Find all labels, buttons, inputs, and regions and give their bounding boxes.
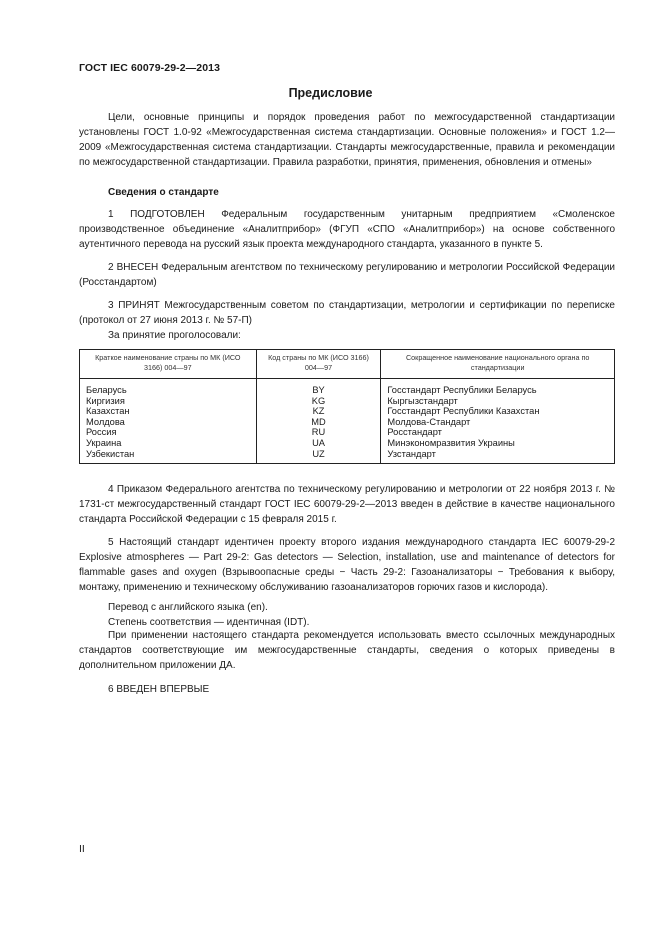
table-row [80,427,615,438]
section-heading: Сведения о стандарте [108,187,219,198]
table-row [80,396,615,407]
code-cell: RU [256,427,381,438]
body-cell: Молдова-Стандарт [381,417,615,428]
translation-note: Перевод с английского языка (en). [108,602,268,613]
code-cell: UZ [256,449,381,464]
item-6-paragraph: 6 ВВЕДЕН ВПЕРВЫЕ [108,684,210,695]
code-cell: UA [256,438,381,449]
references-note: При применении настоящего стандарта рекомендуется использовать вместо ссылочных международных стандартов соответствующие им межгосударственные стандарты, сведения о которых приведены в дополнительном приложении ДА. [79,630,615,671]
code-cell: MD [256,417,381,428]
col-header-code: Код страны по МК (ИСО 3166) 004—97 [256,350,381,379]
intro-paragraph: Цели, основные принципы и порядок проведения работ по межгосударственной стандартизации установлены ГОСТ 1.0-92 «Межгосударственная система стандартизации. Основные положения» и ГОСТ 1.2—2009 «Межгосударственная система стандартизации. Стандарты межгосударственные, правила и рекомендации по межгосударственной стандартизации. Правила разработки, принятия, применения, обновления и отмены» [79,112,615,168]
table-row [80,449,615,464]
table-row [80,438,615,449]
country-cell: Россия [80,427,257,438]
conformity-degree: Степень соответствия — идентичная (IDT). [108,617,310,628]
body-cell: Кыргызстандарт [381,396,615,407]
voting-countries-table [79,349,615,464]
code-cell: KG [256,396,381,407]
body-cell: Росстандарт [381,427,615,438]
item-4-paragraph: 4 Приказом Федерального агентства по техническому регулированию и метрологии от 22 ноября 2013 г. № 1731-ст межгосударственный стандарт ГОСТ IEC 60079-29-2—2013 введен в действие в качестве национального стандарта Российской Федерации с 15 февраля 2015 г. [79,484,615,525]
table-header-row [80,350,615,379]
table-row [80,406,615,417]
country-cell: Киргизия [80,396,257,407]
country-cell: Беларусь [80,379,257,396]
body-cell: Минэкономразвития Украины [381,438,615,449]
table-row [80,379,615,396]
col-header-country: Краткое наименование страны по МК (ИСО 3166) 004—97 [80,350,257,379]
item-2-paragraph: 2 ВНЕСЕН Федеральным агентством по техническому регулированию и метрологии Российской Федерации (Росстандартом) [79,262,615,288]
body-cell: Госстандарт Республики Казахстан [381,406,615,417]
country-cell: Узбекистан [80,449,257,464]
country-cell: Казахстан [80,406,257,417]
item-5-paragraph: 5 Настоящий стандарт идентичен проекту второго издания международного стандарта IEC 60079-29-2 Explosive atmospheres — Part 29-2: Gas detectors — Selection, installation, use and maintenance of detectors for flammable gases and oxygen (Взрывоопасные среды − Часть 29-2: Газоанализаторы − Требования к выбору, монтажу, применению и техническому обслуживанию газоанализаторов горючих газов и кислорода). [79,537,615,593]
table-row [80,417,615,428]
body-cell: Госстандарт Республики Беларусь [381,379,615,396]
body-cell: Узстандарт [381,449,615,464]
item-3-paragraph: 3 ПРИНЯТ Межгосударственным советом по стандартизации, метрологии и сертификации по переписке (протокол от 27 июня 2013 г. № 57-П) [79,300,615,326]
page-title: Предисловие [288,86,373,100]
code-cell: KZ [256,406,381,417]
col-header-body: Сокращенное наименование национального органа по стандартизации [381,350,615,379]
page-number: II [79,843,85,855]
country-cell: Украина [80,438,257,449]
code-cell: BY [256,379,381,396]
country-cell: Молдова [80,417,257,428]
item-1-paragraph: 1 ПОДГОТОВЛЕН Федеральным государственным унитарным предприятием «Смоленское производственное объединение «Аналитприбор» (ФГУП «СПО «Аналитприбор») на основе собственного аутентичного перевода на русский язык проекта международного стандарта, указанного в пункте 5. [79,209,615,250]
document-code-header: ГОСТ IEC 60079-29-2—2013 [79,62,221,74]
voted-label: За принятие проголосовали: [108,330,241,341]
